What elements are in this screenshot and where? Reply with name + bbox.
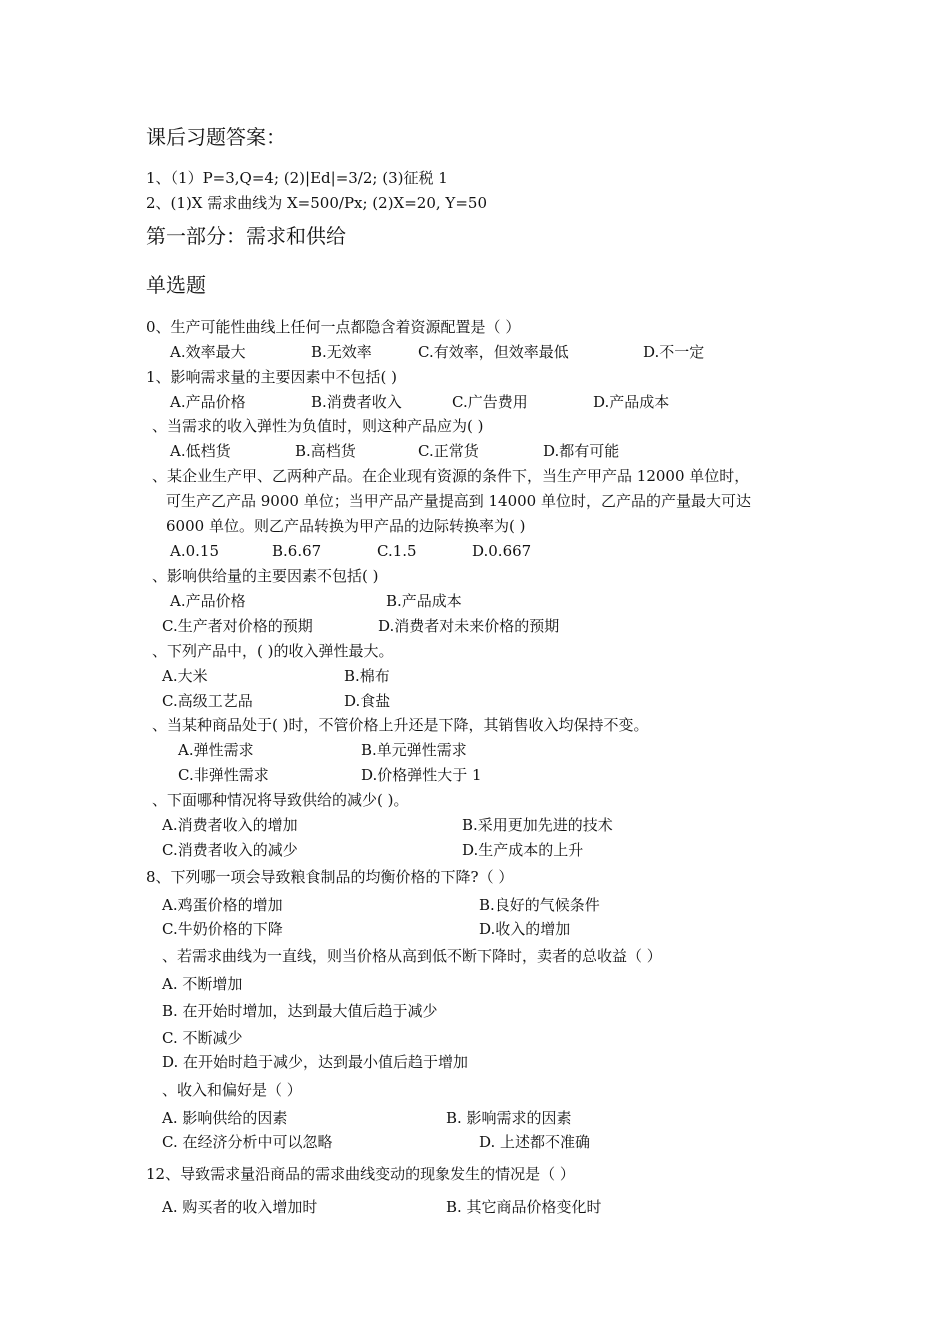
question-3-stem-line-1: 、某企业生产甲、乙两种产品。在企业现有资源的条件下，当生产甲产品 12000 单位时， <box>152 467 750 485</box>
question-5-option-c: C.高级工艺品 <box>162 692 253 710</box>
question-1-option-d: D.产品成本 <box>593 393 670 411</box>
question-6-option-b: B.单元弹性需求 <box>361 741 467 759</box>
question-2-option-b: B.高档货 <box>295 442 356 460</box>
answer-line-1: 1、（1）P=3,Q=4; (2)|Ed|=3/2; (3)征税 1 <box>146 169 448 187</box>
question-1-option-c: C.广告费用 <box>452 393 528 411</box>
question-10-stem: 、收入和偏好是（ ） <box>162 1081 302 1099</box>
answer-line-2: 2、(1)X 需求曲线为 X=500/Px; (2)X=20, Y=50 <box>146 194 487 212</box>
question-2-stem: 、当需求的收入弹性为负值时，则这种产品应为( ) <box>152 417 484 435</box>
question-0-stem: 0、生产可能性曲线上任何一点都隐含着资源配置是（ ） <box>146 318 521 336</box>
question-4-option-c: C.生产者对价格的预期 <box>162 617 313 635</box>
question-9-option-d: D. 在开始时趋于减少，达到最小值后趋于增加 <box>162 1053 469 1071</box>
question-6-stem: 、当某种商品处于( )时，不管价格上升还是下降，其销售收入均保持不变。 <box>152 716 649 734</box>
question-9-option-a: A. 不断增加 <box>162 975 243 993</box>
question-3-option-a: A.0.15 <box>170 542 219 560</box>
question-7-option-d: D.生产成本的上升 <box>462 841 584 859</box>
question-9-option-c: C. 不断减少 <box>162 1029 243 1047</box>
question-2-option-c: C.正常货 <box>418 442 479 460</box>
question-7-option-b: B.采用更加先进的技术 <box>462 816 613 834</box>
question-7-stem: 、下面哪种情况将导致供给的减少( )。 <box>152 791 409 809</box>
question-6-option-d: D.价格弹性大于 1 <box>361 766 482 784</box>
question-8-option-b: B.良好的气候条件 <box>479 896 600 914</box>
question-10-option-b: B. 影响需求的因素 <box>446 1109 572 1127</box>
question-4-option-a: A.产品价格 <box>170 592 246 610</box>
question-3-stem-line-2: 可生产乙产品 9000 单位；当甲产品产量提高到 14000 单位时，乙产品的产量最大可达 <box>166 492 751 510</box>
question-4-stem: 、影响供给量的主要因素不包括( ) <box>152 567 379 585</box>
question-9-option-b: B. 在开始时增加，达到最大值后趋于减少 <box>162 1002 438 1020</box>
question-3-option-c: C.1.5 <box>377 542 417 560</box>
question-6-option-a: A.弹性需求 <box>178 741 254 759</box>
question-3-option-d: D.0.667 <box>472 542 532 560</box>
question-4-option-b: B.产品成本 <box>386 592 462 610</box>
question-1-stem: 1、影响需求量的主要因素中不包括( ) <box>146 368 398 386</box>
question-4-option-d: D.消费者对未来价格的预期 <box>378 617 560 635</box>
question-8-option-a: A.鸡蛋价格的增加 <box>162 896 283 914</box>
part-title: 第一部分：需求和供给 <box>146 224 346 248</box>
question-8-stem: 8、下列哪一项会导致粮食制品的均衡价格的下降?（ ） <box>146 868 514 886</box>
question-5-option-b: B.棉布 <box>344 667 390 685</box>
question-1-option-b: B.消费者收入 <box>311 393 402 411</box>
answers-heading: 课后习题答案： <box>146 125 286 149</box>
question-0-option-d: D.不一定 <box>643 343 705 361</box>
question-5-stem: 、下列产品中，( )的收入弹性最大。 <box>152 642 394 660</box>
question-2-option-a: A.低档货 <box>170 442 231 460</box>
question-0-option-b: B.无效率 <box>311 343 372 361</box>
question-8-option-c: C.牛奶价格的下降 <box>162 920 283 938</box>
question-5-option-d: D.食盐 <box>344 692 391 710</box>
question-7-option-c: C.消费者收入的减少 <box>162 841 298 859</box>
question-8-option-d: D.收入的增加 <box>479 920 571 938</box>
question-5-option-a: A.大米 <box>162 667 208 685</box>
question-10-option-d: D. 上述都不准确 <box>479 1133 591 1151</box>
question-2-option-d: D.都有可能 <box>543 442 620 460</box>
question-10-option-c: C. 在经济分析中可以忽略 <box>162 1133 333 1151</box>
question-9-stem: 、若需求曲线为一直线，则当价格从高到低不断下降时，卖者的总收益（ ） <box>162 947 662 965</box>
question-12-stem: 12、导致需求量沿商品的需求曲线变动的现象发生的情况是（ ） <box>146 1165 575 1183</box>
question-3-option-b: B.6.67 <box>272 542 322 560</box>
question-12-option-b: B. 其它商品价格变化时 <box>446 1198 602 1216</box>
question-10-option-a: A. 影响供给的因素 <box>162 1109 288 1127</box>
question-0-option-c: C.有效率，但效率最低 <box>418 343 569 361</box>
section-title: 单选题 <box>146 273 206 297</box>
question-0-option-a: A.效率最大 <box>170 343 246 361</box>
question-7-option-a: A.消费者收入的增加 <box>162 816 298 834</box>
question-1-option-a: A.产品价格 <box>170 393 246 411</box>
question-3-stem-line-3: 6000 单位。则乙产品转换为甲产品的边际转换率为( ) <box>166 517 526 535</box>
question-6-option-c: C.非弹性需求 <box>178 766 269 784</box>
question-12-option-a: A. 购买者的收入增加时 <box>162 1198 318 1216</box>
